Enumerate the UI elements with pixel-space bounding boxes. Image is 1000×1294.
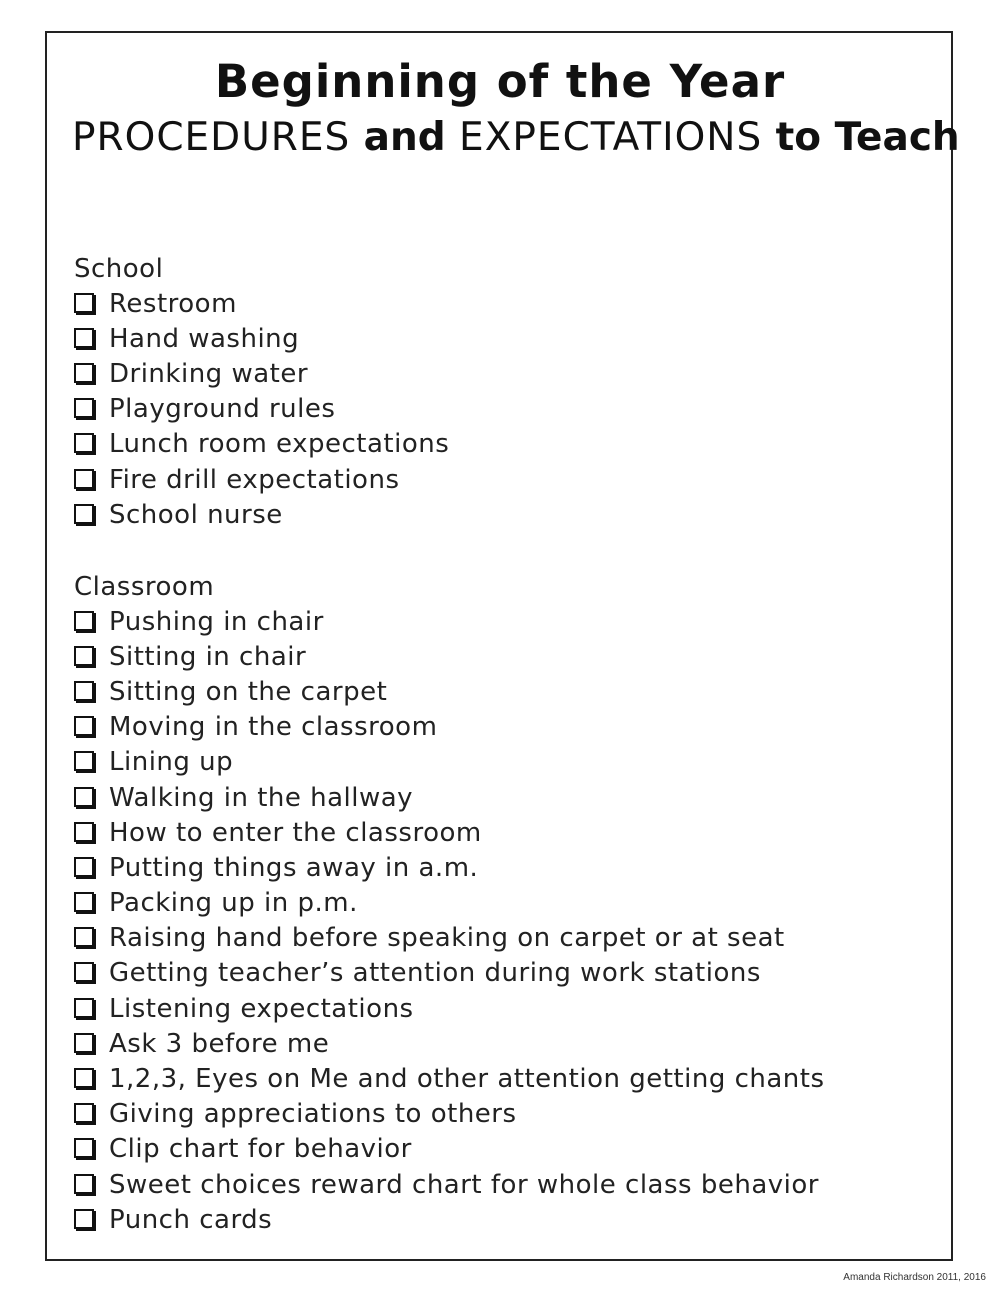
copyright-footer: Amanda Richardson 2011, 2016 bbox=[843, 1272, 986, 1283]
checklist-item-label: Packing up in p.m. bbox=[109, 888, 358, 919]
checklist-item[interactable] bbox=[74, 604, 825, 639]
checklist-item-label: Moving in the classroom bbox=[109, 712, 438, 743]
checklist-item[interactable] bbox=[74, 1097, 825, 1132]
checklist-item[interactable] bbox=[74, 886, 825, 921]
checklist-item-label: Giving appreciations to others bbox=[109, 1099, 517, 1130]
checklist-item-label: How to enter the classroom bbox=[109, 817, 482, 848]
checkbox-icon[interactable] bbox=[74, 962, 94, 982]
checklist-item-label: Sweet choices reward chart for whole class behavior bbox=[109, 1169, 819, 1200]
checklist-item-label: Lining up bbox=[109, 747, 234, 778]
checklist-item-label: Sitting on the carpet bbox=[109, 676, 388, 707]
checklist-item-label: Clip chart for behavior bbox=[109, 1134, 412, 1165]
checkbox-icon[interactable] bbox=[74, 716, 94, 736]
subtitle-to-teach: to Teach bbox=[775, 115, 960, 160]
checkbox-icon[interactable] bbox=[74, 433, 94, 453]
checkbox-icon[interactable] bbox=[74, 398, 94, 418]
checklist-item-label: Punch cards bbox=[109, 1204, 273, 1235]
checklist-item[interactable] bbox=[74, 1202, 825, 1237]
checklist-item-label: Restroom bbox=[109, 288, 237, 319]
section-heading-school: School bbox=[74, 254, 164, 284]
checkbox-icon[interactable] bbox=[74, 646, 94, 666]
checklist-item[interactable] bbox=[74, 321, 449, 356]
checkbox-icon[interactable] bbox=[74, 328, 94, 348]
checkbox-icon[interactable] bbox=[74, 1174, 94, 1194]
school-checklist bbox=[74, 286, 449, 532]
checkbox-icon[interactable] bbox=[74, 363, 94, 383]
checkbox-icon[interactable] bbox=[74, 857, 94, 877]
checklist-item[interactable] bbox=[74, 710, 825, 745]
checklist-item[interactable] bbox=[74, 1167, 825, 1202]
checklist-item[interactable] bbox=[74, 286, 449, 321]
checklist-item-label: Drinking water bbox=[109, 358, 309, 389]
checkbox-icon[interactable] bbox=[74, 1138, 94, 1158]
checklist-item-label: Lunch room expectations bbox=[109, 429, 450, 460]
checkbox-icon[interactable] bbox=[74, 787, 94, 807]
checklist-item-label: Ask 3 before me bbox=[109, 1028, 330, 1059]
checkbox-icon[interactable] bbox=[74, 293, 94, 313]
checklist-item[interactable] bbox=[74, 1132, 825, 1167]
checklist-item[interactable] bbox=[74, 1061, 825, 1096]
checklist-item[interactable] bbox=[74, 427, 449, 462]
page-title: Beginning of the Year bbox=[214, 55, 786, 108]
checkbox-icon[interactable] bbox=[74, 1068, 94, 1088]
checkbox-icon[interactable] bbox=[74, 1033, 94, 1053]
checklist-item[interactable] bbox=[74, 674, 825, 709]
checkbox-icon[interactable] bbox=[74, 822, 94, 842]
checklist-item-label: Hand washing bbox=[109, 323, 300, 354]
subtitle-procedures: PROCEDURES bbox=[72, 115, 364, 160]
checklist-item[interactable] bbox=[74, 956, 825, 991]
checklist-item-label: Raising hand before speaking on carpet or at seat bbox=[109, 923, 785, 954]
checklist-item-label: 1,2,3, Eyes on Me and other attention getting chants bbox=[109, 1064, 825, 1095]
checkbox-icon[interactable] bbox=[74, 927, 94, 947]
checklist-item-label: Walking in the hallway bbox=[109, 782, 414, 813]
subtitle-expectations: EXPECTATIONS bbox=[445, 115, 776, 160]
checklist-item[interactable] bbox=[74, 991, 825, 1026]
checkbox-icon[interactable] bbox=[74, 998, 94, 1018]
checklist-item-label: Fire drill expectations bbox=[109, 464, 400, 495]
checkbox-icon[interactable] bbox=[74, 681, 94, 701]
checkbox-icon[interactable] bbox=[74, 469, 94, 489]
checklist-item[interactable] bbox=[74, 392, 449, 427]
checklist-item[interactable] bbox=[74, 462, 449, 497]
checklist-item[interactable] bbox=[74, 356, 449, 391]
checkbox-icon[interactable] bbox=[74, 1103, 94, 1123]
checkbox-icon[interactable] bbox=[74, 611, 94, 631]
checklist-item-label: Listening expectations bbox=[109, 993, 414, 1024]
checklist-item-label: Playground rules bbox=[109, 394, 336, 425]
checklist-item-label: Getting teacher’s attention during work stations bbox=[109, 958, 761, 989]
checklist-item-label: Sitting in chair bbox=[109, 641, 307, 672]
checkbox-icon[interactable] bbox=[74, 892, 94, 912]
checklist-item[interactable] bbox=[74, 639, 825, 674]
checklist-item[interactable] bbox=[74, 850, 825, 885]
page-subtitle bbox=[72, 115, 960, 160]
checklist-item[interactable] bbox=[74, 780, 825, 815]
checklist-item[interactable] bbox=[74, 815, 825, 850]
checkbox-icon[interactable] bbox=[74, 751, 94, 771]
section-heading-classroom: Classroom bbox=[74, 572, 215, 602]
checklist-item[interactable] bbox=[74, 1026, 825, 1061]
checkbox-icon[interactable] bbox=[74, 504, 94, 524]
classroom-checklist bbox=[74, 604, 825, 1237]
checklist-item[interactable] bbox=[74, 921, 825, 956]
checklist-item[interactable] bbox=[74, 745, 825, 780]
subtitle-and: and bbox=[363, 115, 446, 160]
checklist-item-label: Pushing in chair bbox=[109, 606, 324, 637]
checklist-item-label: School nurse bbox=[109, 499, 283, 530]
checklist-item-label: Putting things away in a.m. bbox=[109, 852, 479, 883]
checkbox-icon[interactable] bbox=[74, 1209, 94, 1229]
checklist-item[interactable] bbox=[74, 497, 449, 532]
